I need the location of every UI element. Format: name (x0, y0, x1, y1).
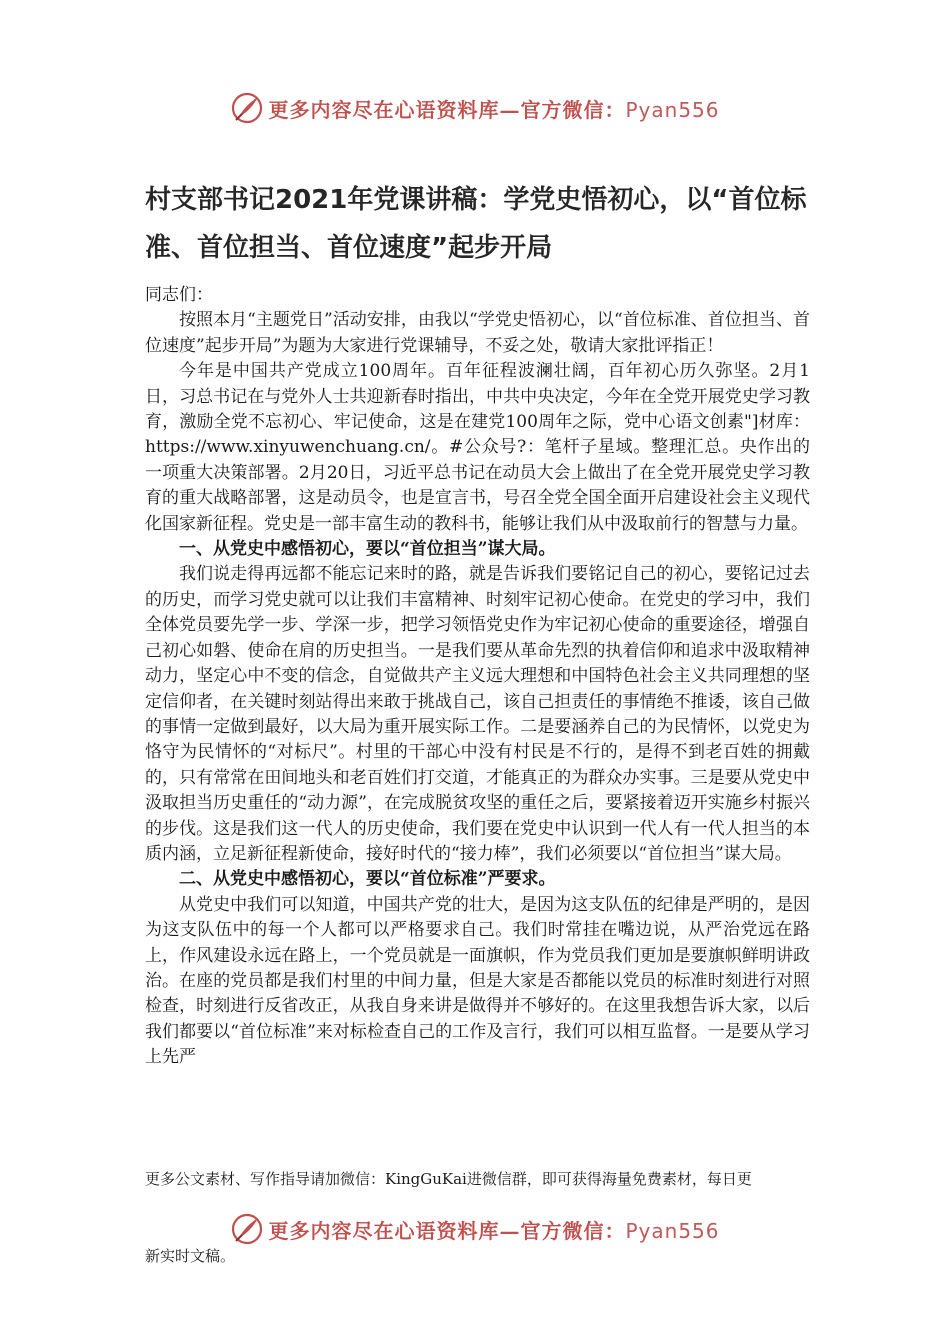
quill-logo-icon (230, 1212, 264, 1246)
banner-text: 更多内容尽在心语资料库—官方微信： (268, 1218, 626, 1243)
document-body (145, 283, 810, 1071)
footer-note-line-2: 新实时文稿。 (145, 1247, 236, 1265)
section-1-text: 我们说走得再远都不能忘记来时的路，就是告诉我们要铭记自己的初心，要铭记过去的历史，而学习党史就可以让我们丰富精神、时刻牢记初心使命。在党史的学习中，我们全体党员要先学一步、学深一步，把学习领悟党史作为牢记初心使命的重要途径，增强自己初心如磐、使命在肩的历史担当。一是我们要从革命先烈的执着信仰和追求中汲取精神动力，坚定心中不变的信念，自觉做共产主义远大理想和中国特色社会主义共同理想的坚定信仰者，在关键时刻站得出来敢于挑战自己，该自己担责任的事情绝不推诿，该自己做的事情一定做到最好，以大局为重开展实际工作。二是要涵养自己的为民情怀，以党史为恪守为民情怀的“对标尺”。村里的干部心中没有村民是不行的，是得不到老百姓的拥戴的，只有常常在田间地头和老百姓们打交道，才能真正的为群众办实事。三是要从党史中汲取担当历史重任的“动力源”，在完成脱贫攻坚的重任之后，要紧接着迈开实施乡村振兴的步伐。这是我们这一代人的历史使命，我们要在党史中认识到一代人有一代人担当的本质内涵，立足新征程新使命，接好时代的“接力棒”，我们必须要以“首位担当”谋大局。 (145, 564, 810, 864)
paragraph-intro: 按照本月“主题党日”活动安排，由我以“学党史悟初心，以“首位标准、首位担当、首位速度”起步开局”为题为大家进行党课辅导，不妥之处，敬请大家批评指正！ (145, 310, 810, 356)
header-watermark-banner (0, 88, 950, 128)
section-2-text: 从党史中我们可以知道，中国共产党的壮大，是因为这支队伍的纪律是严明的，是因为这支队伍中的每一个人都可以严格要求自己。我们时常挂在嘴边说，从严治党远在路上，作风建设永远在路上，一个党员就是一面旗帜，作为党员我们更加是要旗帜鲜明讲政治。在座的党员都是我们村里的中间力量，但是大家是否都能以党员的标准时刻进行对照检查，时刻进行反省改正，从我自身来讲是做得并不够好的。在这里我想告诉大家，以后我们都要以“首位标准”来对标检查自己的工作及言行，我们可以相互监督。一是要从学习上先严 (145, 894, 810, 1068)
section-1-heading: 一、从党史中感悟初心，要以“首位担当”谋大局。 (179, 539, 556, 560)
banner-handle: Pyan556 (625, 97, 720, 122)
footer-watermark-banner (0, 1209, 950, 1249)
quill-logo-icon (230, 91, 264, 125)
document-title: 村支部书记2021年党课讲稿：学党史悟初心，以“首位标准、首位担当、首位速度”起步开局 (145, 185, 807, 263)
banner-text: 更多内容尽在心语资料库—官方微信： (268, 97, 626, 122)
section-2-heading: 二、从党史中感悟初心，要以“首位标准”严要求。 (179, 869, 556, 890)
paragraph-background: 今年是中国共产党成立100周年。百年征程波澜壮阔，百年初心历久弥坚。2月1日，习总书记在与党外人士共迎新春时指出，中共中央决定，今年在全党开展党史学习教育，激励全党不忘初心、牢记使命，这是在建党100周年之际，党中心语文创素"]材库：https://www.xinyuwenchuang.cn/。#公众号?：笔杆子星域。整理汇总。央作出的一项重大决策部署。2月20日，习近平总书记在动员大会上做出了在全党开展党史学习教育的重大战略部署，这是动员令，也是宣言书，号召全党全国全面开启建设社会主义现代化国家新征程。党史是一部丰富生动的教科书，能够让我们从中汲取前行的智慧与力量。 (145, 361, 810, 534)
banner-handle: Pyan556 (625, 1218, 720, 1243)
greeting: 同志们： (145, 285, 213, 305)
footer-note-line-1: 更多公文素材、写作指导请加微信：KingGuKai进微信群，即可获得海量免费素材，每日更 (145, 1170, 752, 1188)
